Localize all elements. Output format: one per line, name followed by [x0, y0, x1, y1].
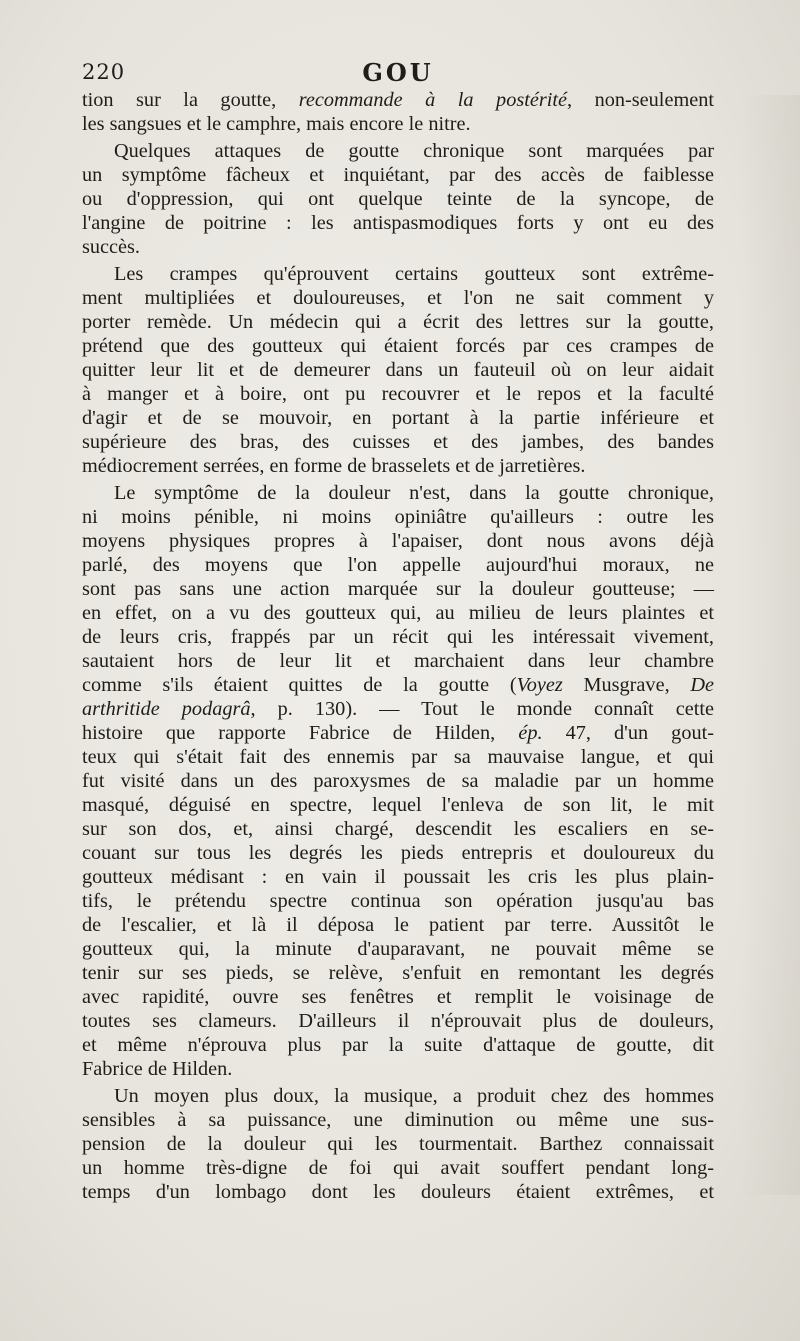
text-line: et même n'éprouva plus par la suite d'attaque de goutte, dit [82, 1034, 714, 1056]
text-line: teux qui s'était fait des ennemis par sa mauvaise langue, et qui [82, 746, 714, 768]
body-text [82, 88, 714, 1204]
text-line: en effet, on a vu des goutteux qui, au milieu de leurs plaintes et [82, 602, 714, 624]
text-line: masqué, déguisé en spectre, lequel l'enleva de son lit, le mit [82, 794, 714, 816]
page-number: 220 [82, 60, 126, 84]
text-line: de leurs cris, frappés par un récit qui les intéressait vivement, [82, 626, 714, 648]
text-line: couant sur tous les degrés les pieds entrepris et douloureux du [82, 842, 714, 864]
text-line: Quelques attaques de goutte chronique sont marquées par [114, 140, 714, 162]
paragraph [82, 88, 714, 136]
text-line: un symptôme fâcheux et inquiétant, par des accès de faiblesse [82, 164, 714, 186]
text-line: arthritide podagrâ, p. 130). — Tout le monde connaît cette [82, 698, 714, 720]
text-line: Fabrice de Hilden. [82, 1058, 233, 1080]
text-line: avec rapidité, ouvre ses fenêtres et remplit le voisinage de [82, 986, 714, 1008]
text-line: fut visité dans un des paroxysmes de sa maladie par un homme [82, 770, 714, 792]
text-line: goutteux qui, la minute d'auparavant, ne pouvait même se [82, 938, 714, 960]
text-line: sur son dos, et, ainsi chargé, descendit les escaliers en se- [82, 818, 714, 840]
running-head: GOU [362, 58, 434, 87]
text-line: parlé, des moyens que l'on appelle aujourd'hui moraux, ne [82, 554, 714, 576]
text-line: pension de la douleur qui les tourmentait. Barthez connaissait [82, 1133, 714, 1155]
text-line: goutteux médisant : en vain il poussait les cris les plus plain- [82, 866, 714, 888]
text-line: toutes ses clameurs. D'ailleurs il n'éprouvait plus de douleurs, [82, 1010, 714, 1032]
text-line: sont pas sans une action marquée sur la douleur goutteuse; — [82, 578, 714, 600]
facing-page-bleed [740, 95, 800, 1195]
text-line: supérieure des bras, des cuisses et des jambes, des bandes [82, 431, 714, 453]
text-line: à manger et à boire, ont pu recouvrer et le repos et la faculté [82, 383, 714, 405]
text-line: ni moins pénible, ni moins opiniâtre qu'ailleurs : outre les [82, 506, 714, 528]
text-line: tifs, le prétendu spectre continua son opération jusqu'au bas [82, 890, 714, 912]
text-line: Le symptôme de la douleur n'est, dans la goutte chronique, [114, 482, 714, 504]
paragraph [82, 139, 714, 259]
text-line: sensibles à sa puissance, une diminution ou même une sus- [82, 1109, 714, 1131]
text-line: Les crampes qu'éprouvent certains goutteux sont extrême- [114, 263, 714, 285]
text-line: comme s'ils étaient quittes de la goutte (Voyez Musgrave, De [82, 674, 714, 696]
paragraph [82, 1084, 714, 1204]
text-line: succès. [82, 236, 141, 258]
text-line: de l'escalier, et là il déposa le patient par terre. Aussitôt le [82, 914, 714, 936]
text-line: prétend que des goutteux qui étaient forcés par ces crampes de [82, 335, 714, 357]
text-line: porter remède. Un médecin qui a écrit des lettres sur la goutte, [82, 311, 714, 333]
text-line: moyens physiques propres à l'apaiser, dont nous avons déjà [82, 530, 714, 552]
paragraph [82, 262, 714, 478]
text-line: tenir sur ses pieds, se relève, s'enfuit en remontant les degrés [82, 962, 714, 984]
text-line: ou d'oppression, qui ont quelque teinte de la syncope, de [82, 188, 714, 210]
text-line: Un moyen plus doux, la musique, a produit chez des hommes [114, 1085, 714, 1107]
text-line: histoire que rapporte Fabrice de Hilden, ép. 47, d'un gout- [82, 722, 714, 744]
text-line: sautaient hors de leur lit et marchaient dans leur chambre [82, 650, 714, 672]
text-line: quitter leur lit et de demeurer dans un fauteuil où on leur aidait [82, 359, 714, 381]
text-line: tion sur la goutte, recommande à la postérité, non-seulement [82, 89, 715, 111]
text-line: l'angine de poitrine : les antispasmodiques forts y ont eu des [82, 212, 714, 234]
page-header [82, 58, 714, 88]
text-line: d'agir et de se mouvoir, en portant à la partie inférieure et [82, 407, 714, 429]
text-line: les sangsues et le camphre, mais encore le nitre. [82, 113, 471, 135]
paragraph [82, 481, 714, 1081]
text-line: médiocrement serrées, en forme de brasselets et de jarretières. [82, 455, 586, 477]
text-line: un homme très-digne de foi qui avait souffert pendant long- [82, 1157, 714, 1179]
text-line: temps d'un lombago dont les douleurs étaient extrêmes, et [82, 1181, 714, 1203]
text-line: ment multipliées et douloureuses, et l'on ne sait comment y [82, 287, 714, 309]
